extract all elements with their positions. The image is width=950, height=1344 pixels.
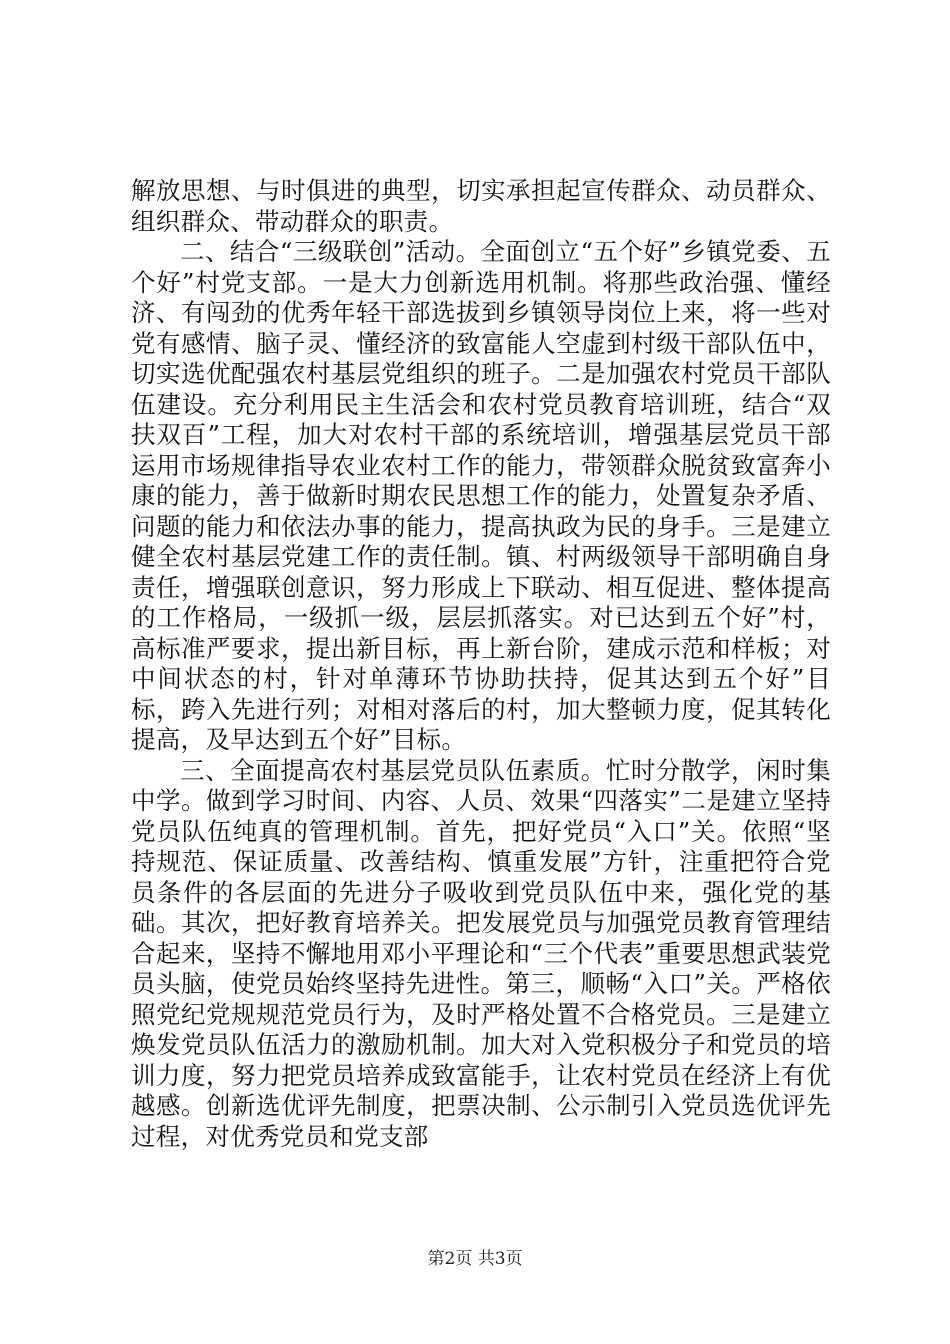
paragraph-continuation: 解放思想、与时俱进的典型，切实承担起宣传群众、动员群众、组织群众、带动群众的职责。 (131, 176, 831, 236)
paragraph-section-two: 二、结合“三级联创”活动。全面创立“五个好”乡镇党委、五个好”村党支部。一是大力创新选用机制。将那些政治强、懂经济、有闯劲的优秀年轻干部选拔到乡镇领导岗位上来，将一些对党有感情、脑子灵、懂经济的致富能人空虚到村级干部队伍中，切实选优配强农村基层党组织的班子。二是加强农村党员干部队伍建设。充分利用民主生活会和农村党员教育培训班，结合“双扶双百”工程，加大对农村干部的系统培训，增强基层党员干部运用市场规律指导农业农村工作的能力，带领群众脱贫致富奔小康的能力，善于做新时期农民思想工作的能力，处置复杂矛盾、问题的能力和依法办事的能力，提高执政为民的身手。三是建立健全农村基层党建工作的责任制。镇、村两级领导干部明确自身责任，增强联创意识，努力形成上下联动、相互促进、整体提高的工作格局，一级抓一级，层层抓落实。对已达到五个好”村，高标准严要求，提出新目标，再上新台阶，建成示范和样板；对中间状态的村，针对单薄环节协助扶持，促其达到五个好”目标，跨入先进行列；对相对落后的村，加大整顿力度，促其转化提高，及早达到五个好”目标。 (131, 237, 832, 754)
page-footer: 第2页 共3页 (427, 1249, 523, 1269)
paragraph-section-three: 三、全面提高农村基层党员队伍素质。忙时分散学，闲时集中学。做到学习时间、内容、人员、效果“四落实”二是建立坚持党员队伍纯真的管理机制。首先，把好党员“入口”关。依照“坚持规范、保证质量、改善结构、慎重发展”方针，注重把符合党员条件的各层面的先进分子吸收到党员队伍中来，强化党的基础。其次，把好教育培养关。把发展党员与加强党员教育管理结合起来，坚持不懈地用邓小平理论和“三个代表”重要思想武装党员头脑，使党员始终坚持先进性。第三，顺畅“入口”关。严格依照党纪党规规范党员行为，及时严格处置不合格党员。三是建立焕发党员队伍活力的激励机制。加大对入党积极分子和党员的培训力度，努力把党员培养成致富能手，让农村党员在经济上有优越感。创新选优评先制度，把票决制、公示制引入党员选优评先过程，对优秀党员和党支部 (131, 755, 831, 1151)
document-body (131, 176, 831, 1152)
